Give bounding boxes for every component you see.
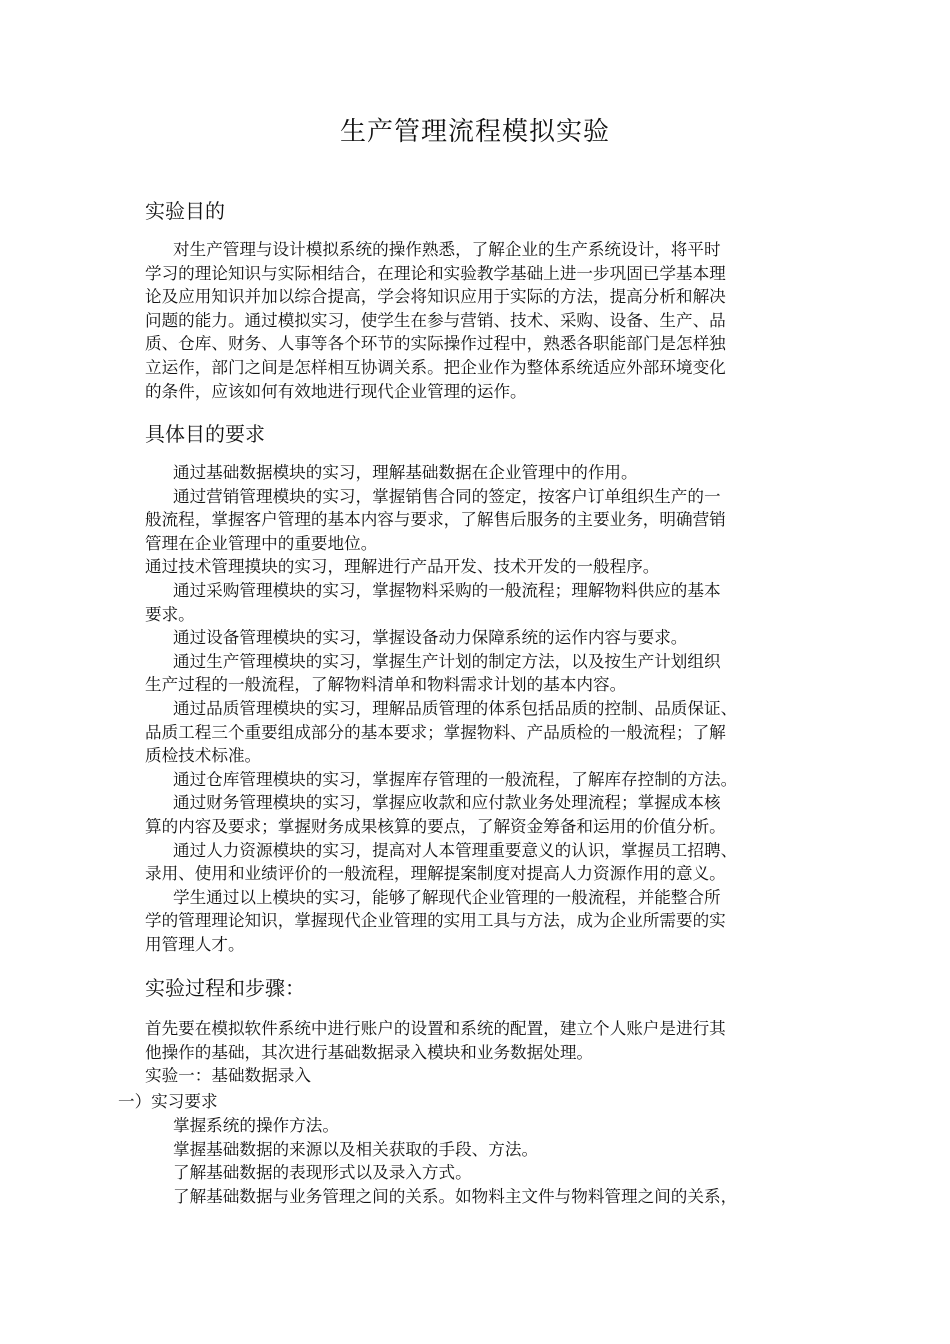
paragraph-line: 要求。	[145, 604, 195, 624]
paragraph-line: 质检技术标准。	[145, 746, 262, 766]
subsection-body	[145, 1114, 807, 1208]
subsection-heading: 一）实习要求	[118, 1092, 218, 1111]
paragraph-line: 品质工程三个重要组成部分的基本要求；掌握物料、产品质检的一般流程；了解	[145, 722, 726, 742]
paragraph-line: 了解基础数据的表现形式以及录入方式。	[173, 1163, 472, 1183]
paragraph-line: 算的内容及要求；掌握财务成果核算的要点，了解资金筹备和运用的价值分析。	[145, 816, 726, 836]
section-body-procedure	[145, 1017, 807, 1088]
paragraph-line: 通过人力资源模块的实习，提高对人本管理重要意义的认识，掌握员工招聘、	[173, 840, 738, 860]
paragraph-line: 通过品质管理模块的实习，理解品质管理的体系包括品质的控制、品质保证、	[173, 698, 738, 718]
section-body-requirements	[145, 461, 807, 956]
paragraph-line: 般流程，掌握客户管理的基本内容与要求，了解售后服务的主要业务，明确营销	[145, 510, 726, 530]
paragraph-line: 通过基础数据模块的实习，理解基础数据在企业管理中的作用。	[173, 463, 638, 482]
paragraph-line: 立运作，部门之间是怎样相互协调关系。把企业作为整体系统适应外部环境变化	[145, 357, 726, 377]
paragraph-line: 通过生产管理模块的实习，掌握生产计划的制定方法，以及按生产计划组织	[173, 651, 721, 671]
section-heading-requirements: 具体目的要求	[145, 422, 265, 446]
paragraph-line: 通过采购管理模块的实习，掌握物料采购的一般流程；理解物料供应的基本	[173, 580, 721, 600]
paragraph-line: 通过仓库管理模块的实习，掌握库存管理的一般流程，了解库存控制的方法。	[173, 769, 738, 789]
paragraph-line: 了解基础数据与业务管理之间的关系。如物料主文件与物料管理之间的关系，	[173, 1186, 738, 1206]
paragraph-line: 学的管理理论知识，掌握现代企业管理的实用工具与方法，成为企业所需要的实	[145, 911, 726, 931]
section-body-purpose	[145, 238, 807, 403]
paragraph-line: 掌握系统的操作方法。	[173, 1116, 339, 1135]
paragraph-line: 学习的理论知识与实际相结合，在理论和实验教学基础上进一步巩固已学基本理	[145, 263, 726, 283]
document-title: 生产管理流程模拟实验	[339, 117, 610, 147]
paragraph-line: 问题的能力。通过模拟实习，使学生在参与营销、技术、采购、设备、生产、品	[145, 310, 726, 330]
paragraph-line: 对生产管理与设计模拟系统的操作熟悉，了解企业的生产系统设计，将平时	[173, 240, 721, 259]
paragraph-line: 他操作的基础，其次进行基础数据录入模块和业务数据处理。	[145, 1042, 594, 1062]
paragraph-line: 首先要在模拟软件系统中进行账户的设置和系统的配置，建立个人账户是进行其	[145, 1019, 726, 1038]
paragraph-line: 管理在企业管理中的重要地位。	[145, 533, 378, 553]
paragraph-line: 通过营销管理模块的实习，掌握销售合同的签定，按客户订单组织生产的一	[173, 486, 721, 506]
paragraph-line: 生产过程的一般流程，了解物料清单和物料需求计划的基本内容。	[145, 675, 627, 695]
paragraph-line: 质、仓库、财务、人事等各个环节的实际操作过程中，熟悉各职能部门是怎样独	[145, 334, 726, 354]
experiment-heading: 实验一：基础数据录入	[145, 1066, 311, 1086]
paragraph-line: 用管理人才。	[145, 934, 245, 954]
paragraph-line: 录用、使用和业绩评价的一般流程，理解提案制度对提高人力资源作用的意义。	[145, 864, 726, 884]
paragraph-line: 的条件，应该如何有效地进行现代企业管理的运作。	[145, 381, 527, 401]
section-heading-procedure: 实验过程和步骤：	[145, 976, 305, 1000]
section-heading-purpose: 实验目的	[145, 199, 225, 223]
paragraph-line: 通过财务管理模块的实习，掌握应收款和应付款业务处理流程；掌握成本核	[173, 793, 721, 813]
paragraph-line: 通过技术管理摸块的实习，理解进行产品开发、技术开发的一般程序。	[145, 557, 660, 577]
paragraph-line: 掌握基础数据的来源以及相关获取的手段、方法。	[173, 1139, 539, 1159]
paragraph-line: 学生通过以上模块的实习，能够了解现代企业管理的一般流程，并能整合所	[173, 887, 721, 907]
paragraph-line: 通过设备管理模块的实习，掌握设备动力保障系统的运作内容与要求。	[173, 628, 688, 648]
paragraph-line: 论及应用知识并加以综合提高，学会将知识应用于实际的方法，提高分析和解决	[145, 287, 726, 307]
